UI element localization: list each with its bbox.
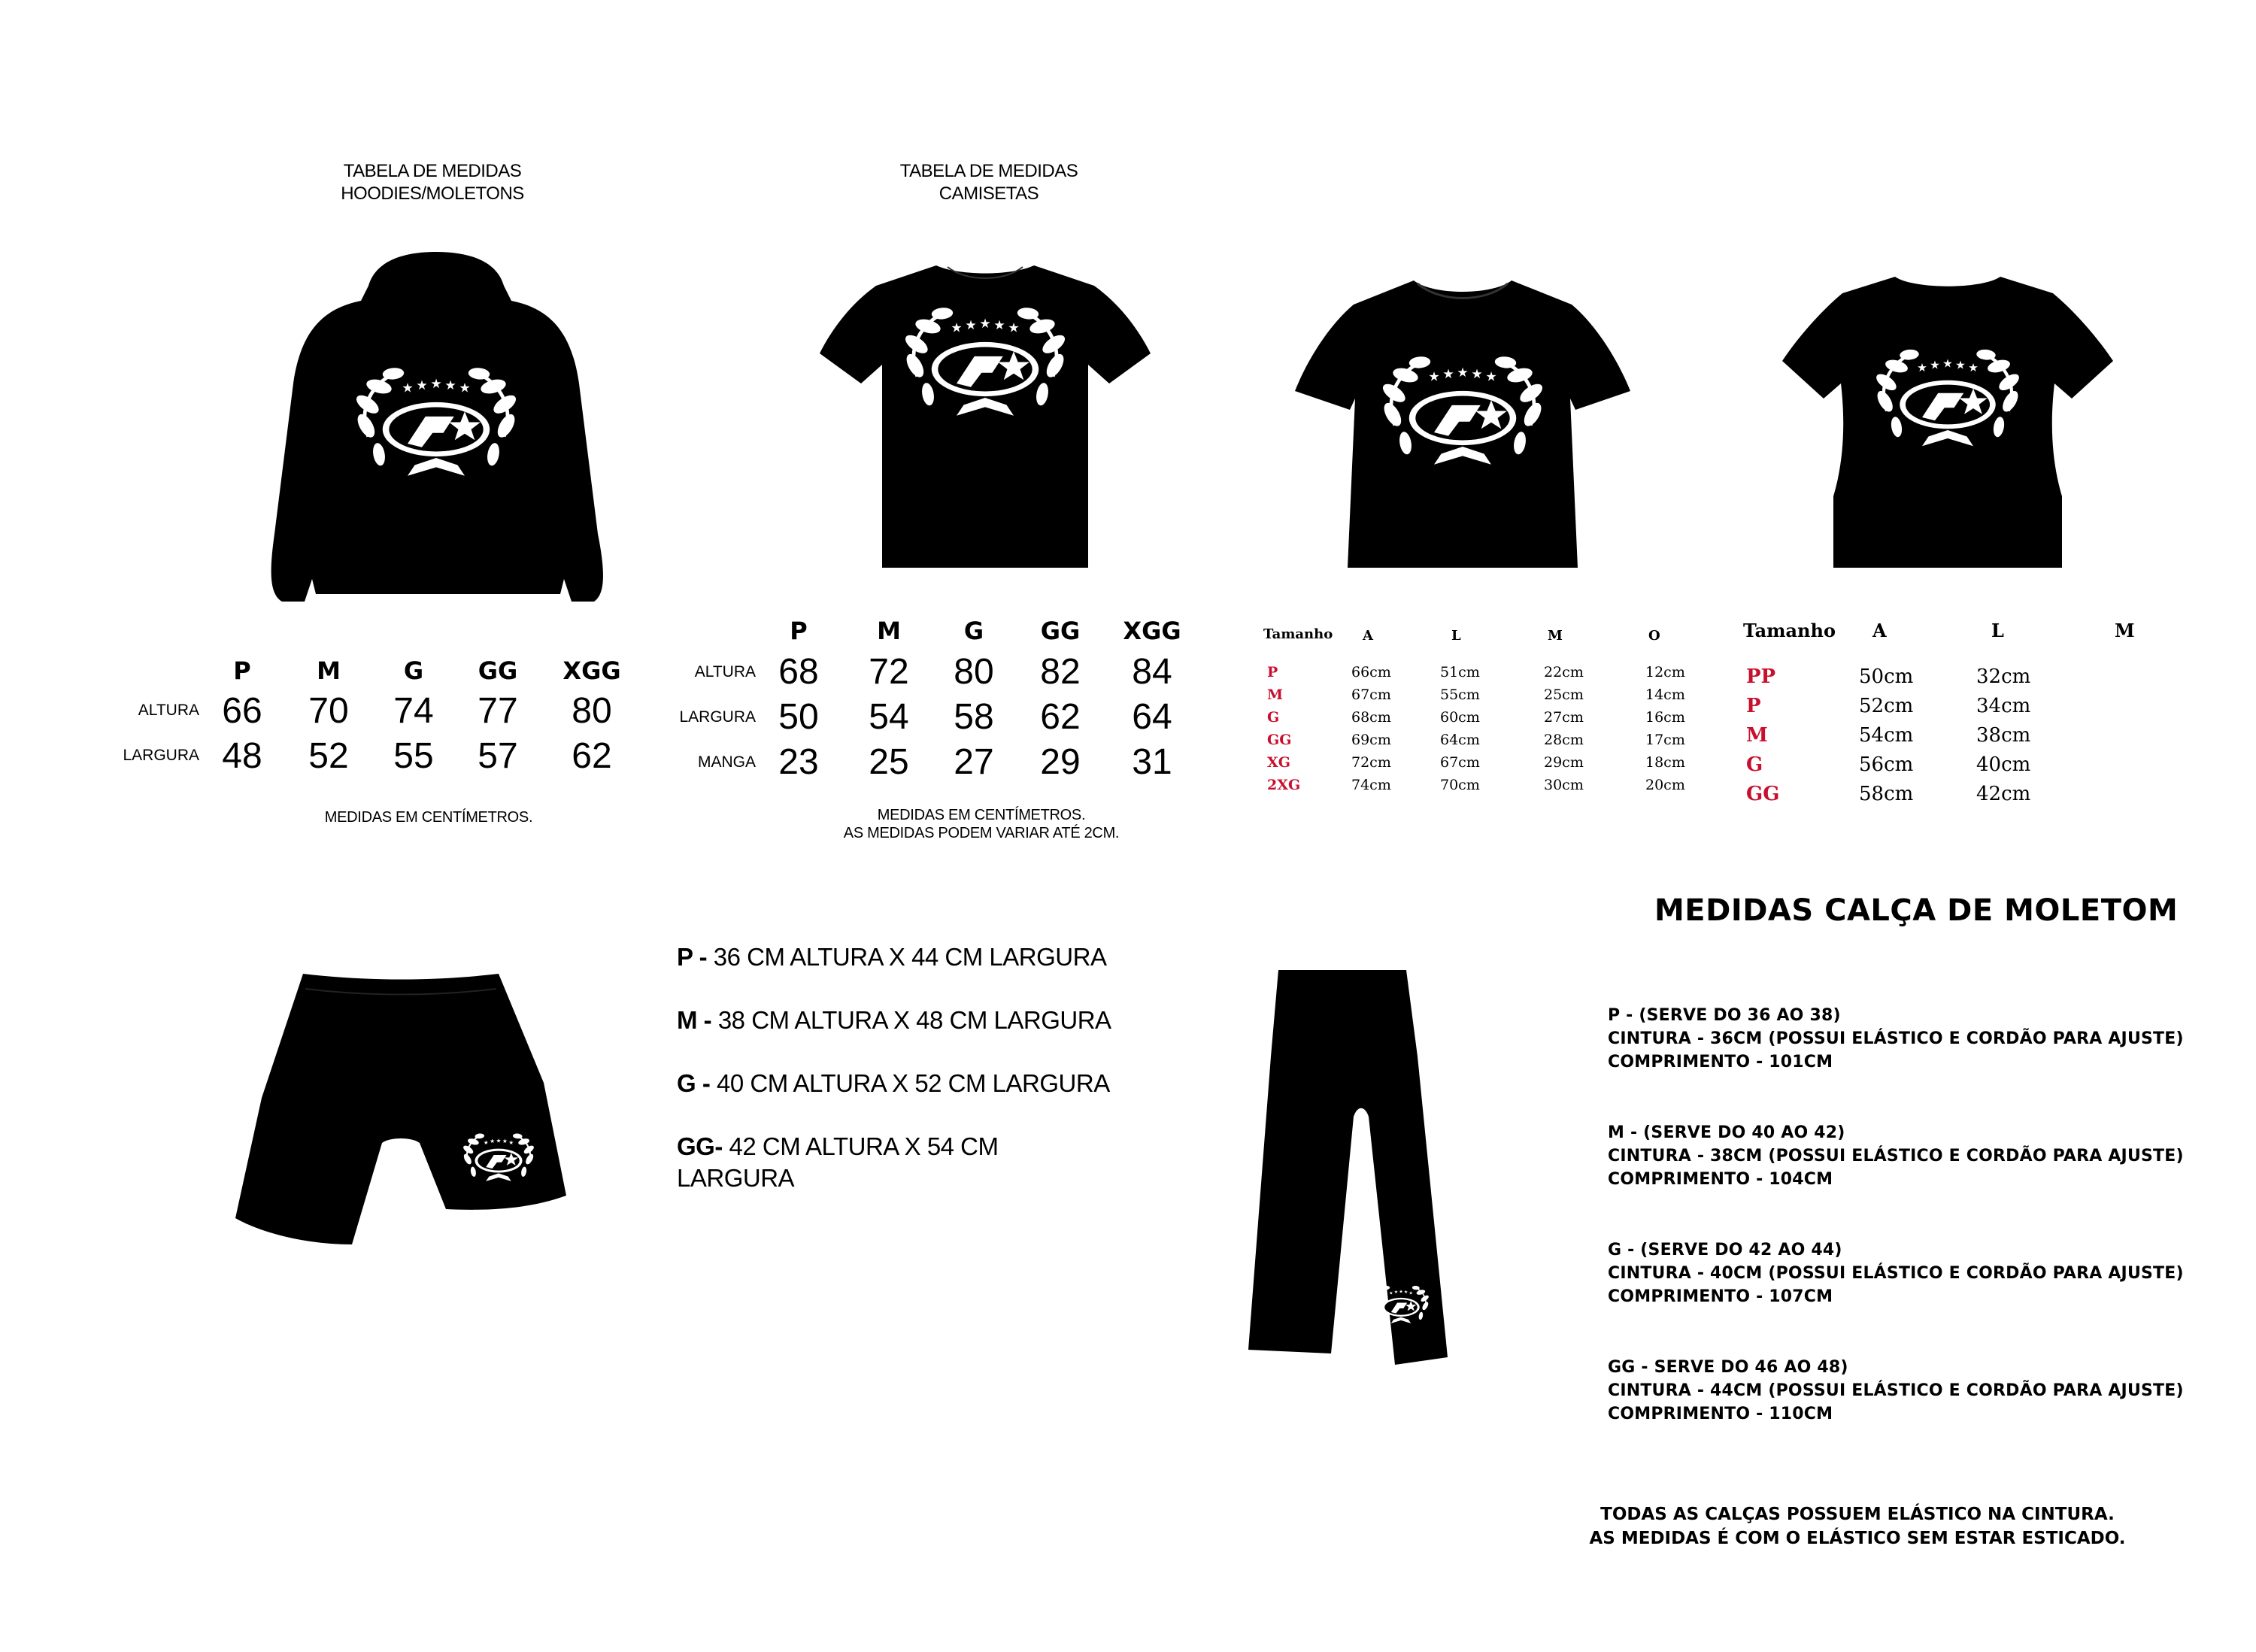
baby-cell: 56cm [1859, 753, 1914, 776]
baby-header: A [1872, 620, 1887, 641]
pants-size-line: P - (SERVE DO 36 AO 38) [1608, 1006, 1841, 1025]
shorts-measure: 36 CM ALTURA X 44 CM LARGURA [707, 943, 1107, 971]
tee-cell: 29 [1040, 742, 1081, 782]
pants-block-p [1608, 1004, 2184, 1074]
hoodie-cell: 66 [222, 691, 262, 731]
hoodie-cell: 70 [308, 691, 349, 731]
shorts-size: GG- [677, 1132, 723, 1160]
baby-header: Tamanho [1743, 620, 1836, 641]
tee-note-line1: MEDIDAS EM CENTÍMETROS. [877, 807, 1086, 823]
boxy-cell: 51cm [1440, 664, 1480, 681]
baby-header: L [1991, 620, 2004, 641]
pants-footer [1587, 1502, 2128, 1550]
hoodie-size-header: M [317, 656, 341, 685]
shorts-size: M - [677, 1006, 712, 1034]
tee-cell: 23 [778, 742, 819, 782]
hoodie-cell: 77 [478, 691, 518, 731]
tee-size-header: G [963, 617, 984, 645]
shorts-size: P - [677, 943, 708, 971]
boxy-cell: 67cm [1440, 754, 1480, 771]
hoodie-size-header: GG [478, 656, 518, 685]
shorts-measure: 38 CM ALTURA X 48 CM LARGURA [711, 1006, 1111, 1034]
boxy-cell: 67cm [1351, 687, 1391, 703]
pants-length-line: COMPRIMENTO - 104CM [1608, 1170, 1833, 1189]
boxy-size-label: M [1267, 687, 1284, 703]
boxy-cell: 29cm [1544, 754, 1584, 771]
tee-cell: 62 [1040, 697, 1081, 737]
baby-cell: 40cm [1976, 753, 2031, 776]
baby-size-label: M [1746, 724, 1768, 747]
pants-size-line: M - (SERVE DO 40 AO 42) [1608, 1123, 1845, 1142]
boxy-cell: 28cm [1544, 732, 1584, 748]
tee-cell: 50 [778, 697, 819, 737]
baby-header: M [2115, 620, 2135, 641]
boxy-cell: 27cm [1544, 709, 1584, 726]
boxy-cell: 30cm [1544, 777, 1584, 793]
hoodie-cell: 74 [393, 691, 434, 731]
pants-waist-line: CINTURA - 40CM (POSSUI ELÁSTICO E CORDÃO PARA AJUSTE) [1608, 1264, 2184, 1283]
baby-cell: 52cm [1859, 695, 1914, 717]
tee-size-header: GG [1040, 617, 1081, 645]
pants-waist-line: CINTURA - 36CM (POSSUI ELÁSTICO E CORDÃO PARA AJUSTE) [1608, 1029, 2184, 1048]
hoodie-title-line1: TABELA DE MEDIDAS [343, 161, 522, 181]
boxy-cell: 69cm [1351, 732, 1391, 748]
baby-cell: 58cm [1859, 783, 1914, 805]
boxy-cell: 17cm [1645, 732, 1685, 748]
pants-size-line: G - (SERVE DO 42 AO 44) [1608, 1241, 1842, 1259]
hoodie-title-line2: HOODIES/MOLETONS [341, 183, 524, 204]
tee-cell: 68 [778, 652, 819, 692]
tee-cell: 84 [1132, 652, 1172, 692]
tshirt-image [816, 259, 1154, 571]
hoodie-table-title [297, 160, 568, 205]
boxy-cell: 16cm [1645, 709, 1685, 726]
hoodie-cell: 62 [572, 736, 612, 776]
boxy-cell: 60cm [1440, 709, 1480, 726]
baby-tee-image [1782, 271, 2113, 571]
pants-block-m [1608, 1121, 2184, 1191]
pants-size-line: GG - SERVE DO 46 AO 48) [1608, 1358, 1848, 1377]
boxy-header: L [1451, 628, 1461, 644]
hoodie-row-label: LARGURA [123, 747, 199, 764]
hoodie-cell: 52 [308, 736, 349, 776]
tee-cell: 58 [954, 697, 994, 737]
hoodie-row-label: ALTURA [138, 702, 199, 719]
boxy-cell: 14cm [1645, 687, 1685, 703]
tee-cell: 27 [954, 742, 994, 782]
shorts-line-gg [677, 1131, 1143, 1194]
shorts-size: G - [677, 1069, 711, 1097]
baby-cell: 54cm [1859, 724, 1914, 747]
baby-cell: 38cm [1976, 724, 2031, 747]
hoodie-cell: 80 [572, 691, 612, 731]
pants-length-line: COMPRIMENTO - 107CM [1608, 1287, 1833, 1306]
tee-row-label: LARGURA [679, 708, 756, 726]
tee-cell: 80 [954, 652, 994, 692]
baby-cell: 50cm [1859, 665, 1914, 688]
shorts-line-m [677, 1005, 1203, 1036]
shorts-image [232, 970, 570, 1248]
tee-note-line2: AS MEDIDAS PODEM VARIAR ATÉ 2CM. [843, 825, 1120, 841]
boxy-cell: 70cm [1440, 777, 1480, 793]
boxy-cell: 25cm [1544, 687, 1584, 703]
shorts-measure: 42 CM ALTURA X 54 CM [722, 1132, 999, 1160]
hoodie-size-header: G [403, 656, 424, 685]
boxy-header: M [1548, 628, 1563, 644]
hoodie-size-header: P [233, 656, 251, 685]
hoodie-cell: 55 [393, 736, 434, 776]
pants-length-line: COMPRIMENTO - 101CM [1608, 1053, 1833, 1072]
baby-size-label: P [1746, 695, 1761, 717]
tee-cell: 54 [869, 697, 909, 737]
boxy-cell: 22cm [1544, 664, 1584, 681]
boxy-cell: 18cm [1645, 754, 1685, 771]
boxy-size-label: G [1267, 709, 1280, 726]
baby-size-label: GG [1746, 783, 1780, 805]
boxy-size-label: GG [1267, 732, 1292, 748]
boxy-cell: 74cm [1351, 777, 1391, 793]
boxy-cell: 72cm [1351, 754, 1391, 771]
tee-title-line2: CAMISETAS [938, 183, 1039, 204]
boxy-cell: 68cm [1351, 709, 1391, 726]
hoodie-cell: 48 [222, 736, 262, 776]
boxy-cell: 20cm [1645, 777, 1685, 793]
boxy-header: O [1648, 628, 1660, 644]
tee-size-header: XGG [1123, 617, 1181, 645]
boxy-tshirt-image [1293, 274, 1632, 571]
pants-footer-line2: AS MEDIDAS É COM O ELÁSTICO SEM ESTAR ESTICADO. [1589, 1529, 2126, 1548]
boxy-cell: 66cm [1351, 664, 1391, 681]
tee-row-label: MANGA [697, 753, 756, 771]
pants-waist-line: CINTURA - 44CM (POSSUI ELÁSTICO E CORDÃO PARA AJUSTE) [1608, 1381, 2184, 1400]
tee-note [816, 806, 1147, 842]
tee-title-line1: TABELA DE MEDIDAS [899, 161, 1078, 181]
tee-size-header: M [877, 617, 901, 645]
tee-cell: 82 [1040, 652, 1081, 692]
tee-table-title [854, 160, 1124, 205]
boxy-header: A [1363, 628, 1373, 644]
hoodie-image [263, 248, 609, 609]
hoodie-size-header: XGG [562, 656, 621, 685]
baby-cell: 34cm [1976, 695, 2031, 717]
hoodie-cell: 57 [478, 736, 518, 776]
baby-size-label: PP [1746, 665, 1776, 688]
pants-footer-line1: TODAS AS CALÇAS POSSUEM ELÁSTICO NA CINTURA. [1600, 1505, 2115, 1524]
pants-length-line: COMPRIMENTO - 110CM [1608, 1405, 1833, 1423]
tee-size-header: P [790, 617, 808, 645]
baby-cell: 42cm [1976, 783, 2031, 805]
tee-cell: 25 [869, 742, 909, 782]
baby-size-label: G [1746, 753, 1763, 776]
boxy-size-label: XG [1267, 754, 1290, 771]
shorts-line-p [677, 941, 1203, 973]
boxy-size-label: 2XG [1267, 777, 1301, 793]
boxy-size-label: P [1267, 664, 1278, 681]
tee-cell: 72 [869, 652, 909, 692]
tee-row-label: ALTURA [694, 663, 756, 681]
shorts-measure: 40 CM ALTURA X 52 CM LARGURA [710, 1069, 1110, 1097]
shorts-line-g [677, 1068, 1203, 1099]
shorts-measure-cont: LARGURA [677, 1164, 795, 1192]
boxy-cell: 55cm [1440, 687, 1480, 703]
boxy-cell: 12cm [1645, 664, 1685, 681]
pants-image [1245, 966, 1455, 1365]
boxy-cell: 64cm [1440, 732, 1480, 748]
boxy-header: Tamanho [1263, 626, 1333, 642]
pants-block-gg [1608, 1356, 2184, 1426]
baby-cell: 32cm [1976, 665, 2031, 688]
tee-cell: 31 [1132, 742, 1172, 782]
pants-waist-line: CINTURA - 38CM (POSSUI ELÁSTICO E CORDÃO PARA AJUSTE) [1608, 1147, 2184, 1165]
hoodie-note: MEDIDAS EM CENTÍMETROS. [324, 809, 533, 826]
pants-block-g [1608, 1238, 2184, 1308]
pants-title: MEDIDAS CALÇA DE MOLETOM [1654, 893, 2179, 928]
tee-cell: 64 [1132, 697, 1172, 737]
